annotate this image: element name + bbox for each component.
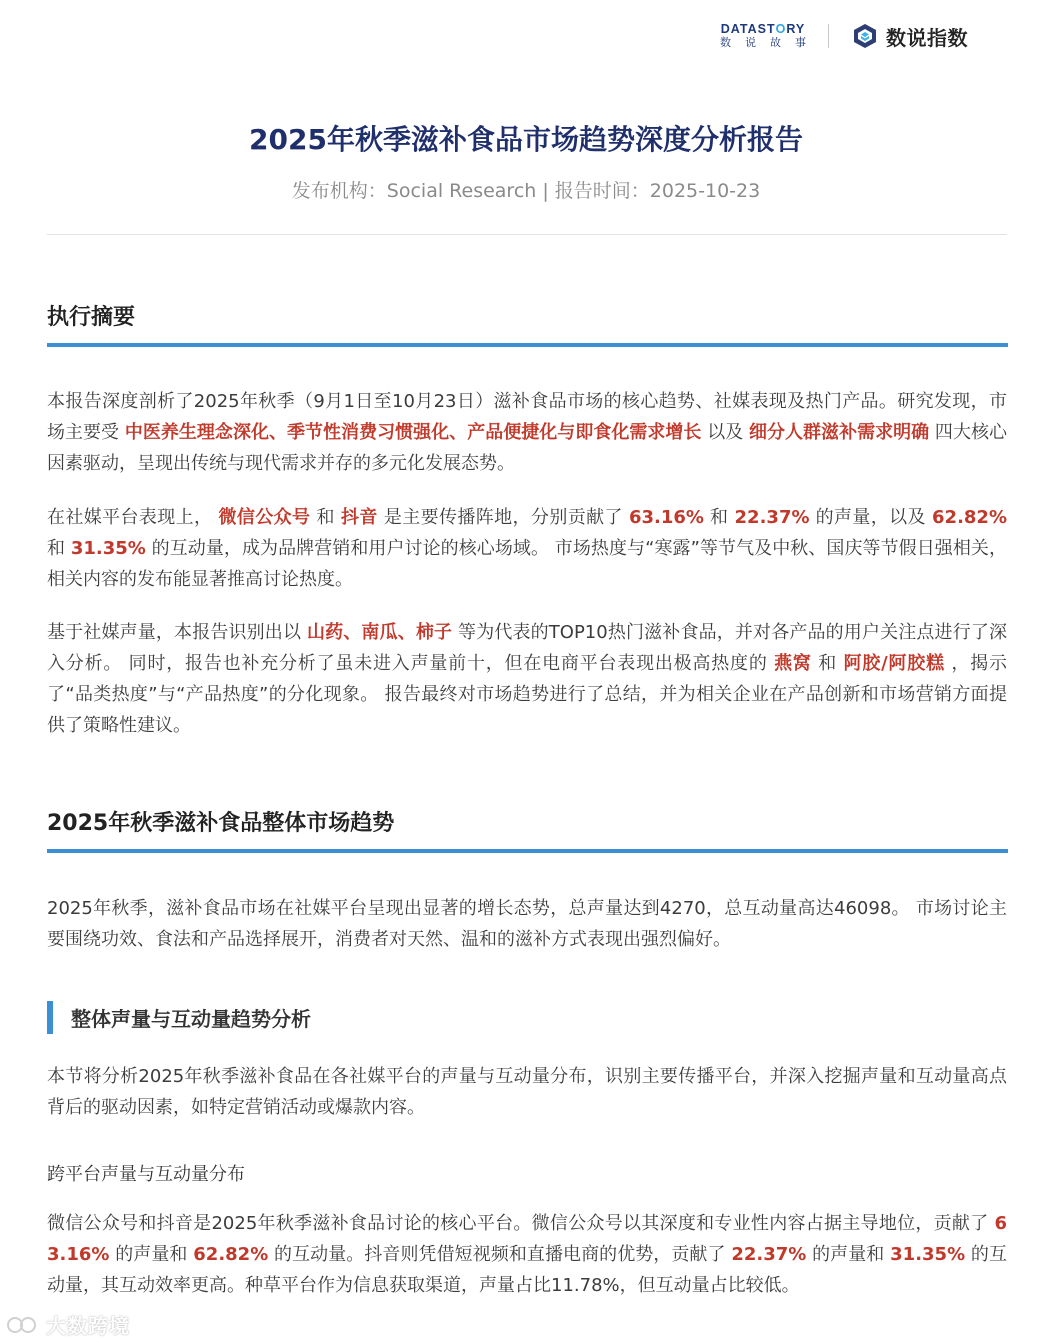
- highlight: 阿胶/阿胶糕: [843, 653, 945, 674]
- highlight: 31.35%: [70, 538, 146, 559]
- section-heading-exec-summary: 执行摘要: [47, 305, 136, 330]
- title-divider: [47, 234, 1007, 235]
- highlight: 22.37%: [731, 1244, 807, 1265]
- market-trend-paragraph: 2025年秋季，滋补食品市场在社媒平台呈现出显著的增长态势，总声量达到4270，总互动量高达46098。 市场讨论主要围绕功效、食法和产品选择展开，消费者对天然、温和的滋补方式表现出强烈偏好。: [47, 898, 1007, 950]
- highlight: 山药、南瓜、柿子: [306, 622, 453, 643]
- exec-summary-paragraph-1: 本报告深度剖析了2025年秋季（9月1日至10月23日）滋补食品市场的核心趋势、社媒表现及热门产品。研究发现，市场主要受 中医养生理念深化、季节性消费习惯强化、产品便捷化与即食化需求增长 以及 细分人群滋补需求明确 四大核心因素驱动，呈现出传统与现代需求并存的多元化发展态势。: [47, 391, 1007, 474]
- logo-divider: [828, 24, 829, 48]
- exec-summary-paragraph-2: 在社媒平台表现上， 微信公众号 和 抖音 是主要传播阵地，分别贡献了 63.16% 和 22.37% 的声量，以及 62.82% 和 31.35% 的互动量，成为品牌营销和用户讨论的核心场域。 市场热度与“寒露”等节气及中秋、国庆等节假日强相关，相关内容的发布能显著推高讨论热度。: [47, 507, 1007, 590]
- highlight: 中医养生理念深化、季节性消费习惯强化、产品便捷化与即食化需求增长: [124, 422, 702, 443]
- watermark: [6, 1310, 130, 1339]
- highlight: 抖音: [341, 507, 378, 528]
- shuzhi-logo-text: 数说指数: [886, 25, 968, 50]
- shuzhi-logo-icon: [851, 22, 879, 50]
- section-rule: [47, 849, 1008, 853]
- section-heading-market-trend: 2025年秋季滋补食品整体市场趋势: [47, 811, 395, 836]
- report-title: 2025年秋季滋补食品市场趋势深度分析报告: [249, 123, 803, 156]
- highlight: 62.82%: [193, 1244, 269, 1265]
- minor-heading: 跨平台声量与互动量分布: [47, 1164, 245, 1185]
- highlight: 22.37%: [734, 507, 810, 528]
- watermark-text: 大数跨境: [46, 1314, 130, 1338]
- exec-summary-paragraph-3: 基于社媒声量，本报告识别出以 山药、南瓜、柿子 等为代表的TOP10热门滋补食品，并对各产品的用户关注点进行了深入分析。 同时，报告也补充分析了虽未进入声量前十，但在电商平台表现出极高热度的 燕窝 和 阿胶/阿胶糕 ，揭示了“品类热度”与“产品热度”的分化现象。 报告最终对市场趋势进行了总结，并为相关企业在产品创新和市场营销方面提供了策略性建议。: [47, 622, 1007, 736]
- platform-distribution-paragraph: 微信公众号和抖音是2025年秋季滋补食品讨论的核心平台。微信公众号以其深度和专业性内容占据主导地位，贡献了 63.16% 的声量和 62.82% 的互动量。抖音则凭借短视频和直播电商的优势，贡献了 22.37% 的声量和 31.35% 的互动量，其互动效率更高。种草平台作为信息获取渠道，声量占比11.78%，但互动量占比较低。: [47, 1213, 1007, 1296]
- datastory-logo[interactable]: DATASTORY 数说故事: [720, 22, 820, 49]
- highlight: 31.35%: [890, 1244, 966, 1265]
- subsection-intro-paragraph: 本节将分析2025年秋季滋补食品在各社媒平台的声量与互动量分布，识别主要传播平台，并深入挖掘声量和互动量高点背后的驱动因素，如特定营销活动或爆款内容。: [47, 1066, 1007, 1118]
- watermark-logo-icon: [6, 1312, 40, 1338]
- highlight: 燕窝: [774, 653, 812, 674]
- header-logos: [720, 18, 968, 54]
- highlight: 63.16%: [47, 1213, 1007, 1265]
- report-meta: 发布机构：Social Research | 报告时间：2025-10-23: [291, 180, 761, 202]
- subsection-accent-bar: [47, 1001, 53, 1034]
- highlight: 63.16%: [628, 507, 704, 528]
- shuzhi-logo[interactable]: [851, 22, 968, 51]
- subsection-heading: 整体声量与互动量趋势分析: [47, 1001, 311, 1034]
- highlight: 细分人群滋补需求明确: [748, 422, 930, 443]
- highlight: 62.82%: [932, 507, 1007, 528]
- section-rule: [47, 343, 1008, 347]
- highlight: 微信公众号: [218, 507, 311, 528]
- datastory-logo-cn: 数说故事: [720, 36, 820, 49]
